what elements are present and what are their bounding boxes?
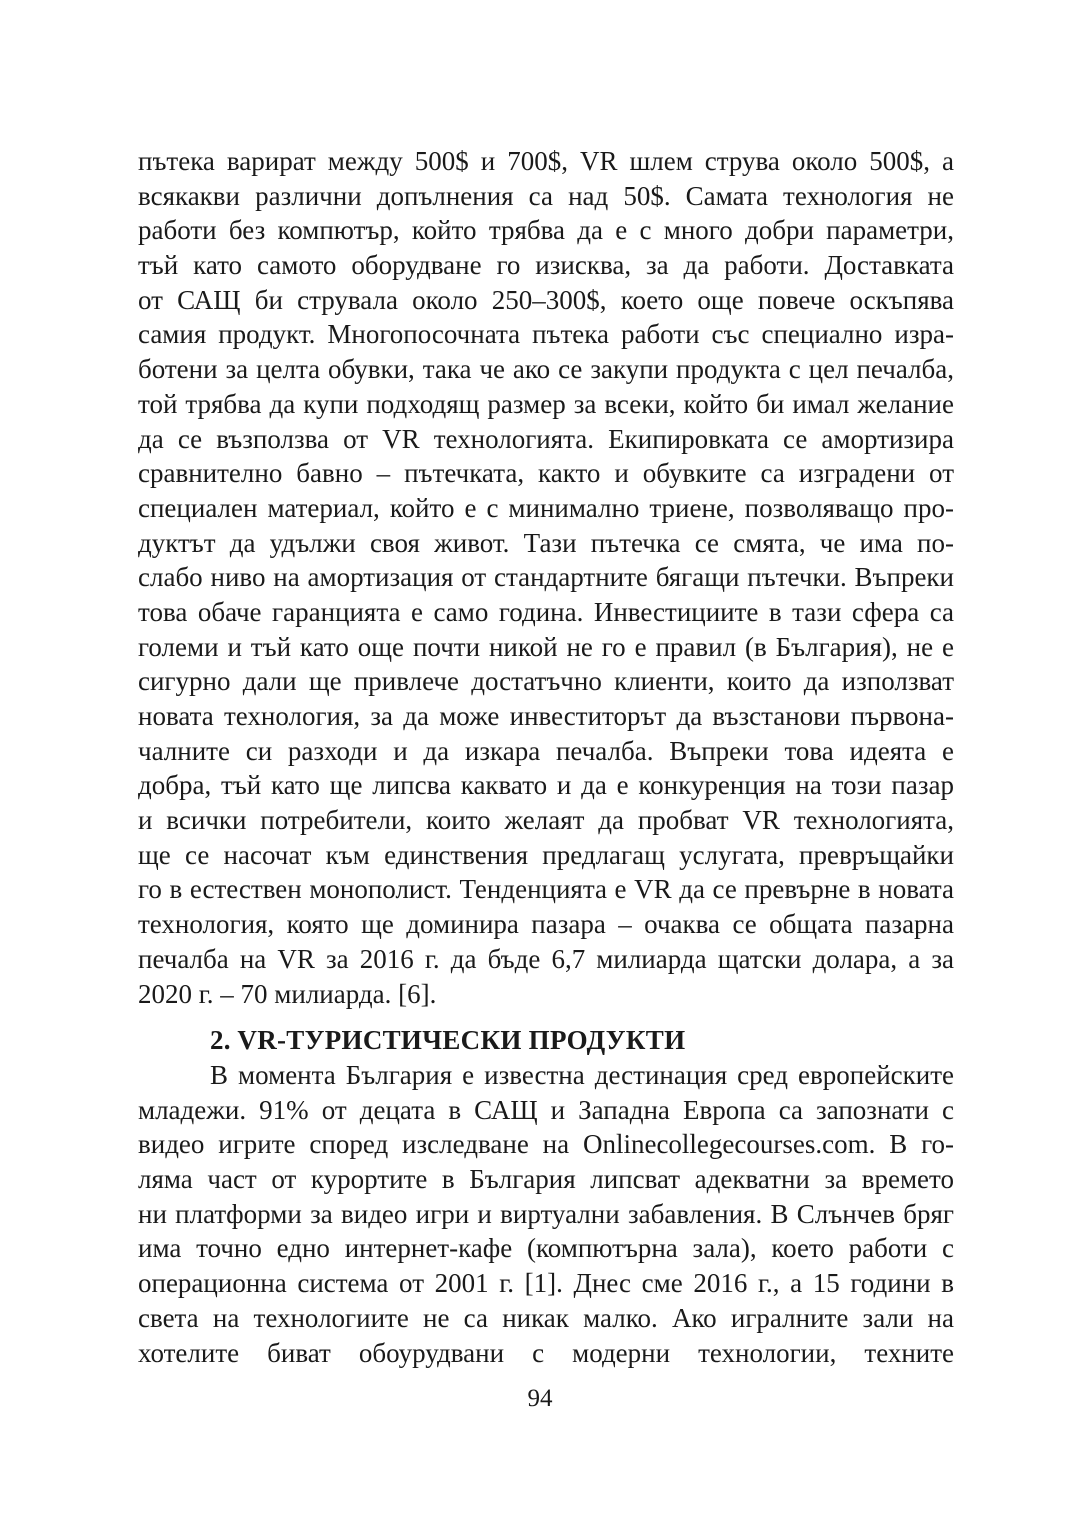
text-line: специален материал, който е с минимално триене, позволяващо про-	[138, 492, 954, 523]
text-line: работи без компютър, който трябва да е с много добри параметри,	[138, 215, 954, 246]
text-line: пътека варират между 500$ и 700$, VR шлем струва около 500$, а	[138, 146, 954, 176]
text-line: той трябва да купи подходящ размер за всеки, който би имал желание	[138, 388, 954, 419]
text-line: света на технологиите не са никак малко. Ако игралните зали на	[138, 1302, 954, 1333]
text-line: самия продукт. Многопосочната пътека работи със специално изра-	[138, 319, 954, 350]
text-line: големи и тъй като още почти никой не го е правил (в България), не е	[138, 631, 954, 662]
body-paragraph-2	[138, 1058, 954, 1370]
text-line: операционна система от 2001 г. [1]. Днес сме 2016 г., а 15 години в	[138, 1268, 954, 1299]
text-line: чалните си разходи и да изкара печалба. Въпреки това идеята е	[138, 735, 954, 766]
text-line: го в естествен монополист. Тенденцията е VR да се превърне в новата	[138, 874, 954, 905]
text-line: сравнително бавно – пътечката, както и обувките са изградени от	[138, 458, 954, 489]
text-line: В момента България е известна дестинация сред европейските	[210, 1060, 954, 1090]
page-number: 94	[527, 1385, 553, 1412]
text-line: слабо ниво на амортизация от стандартните бягащи пътечки. Въпреки	[138, 562, 954, 593]
text-line: има точно едно интернет-кафе (компютърна зала), което работи с	[138, 1233, 954, 1264]
text-line: дуктът да удължи своя живот. Тази пътечка се смята, че има по-	[138, 527, 954, 558]
text-line: печалба на VR за 2016 г. да бъде 6,7 милиарда щатски долара, а за	[138, 943, 954, 974]
text-line: всякакви различни допълнения са над 50$. Самата технология не	[138, 180, 954, 211]
text-line: новата технология, за да може инвеститорът да възстанови първона-	[138, 701, 954, 731]
text-line: младежи. 91% от децата в САЩ и Западна Европа са запознати с	[138, 1094, 954, 1125]
text-line: тъй като самото оборудване го изисква, за да работи. Доставката	[138, 250, 954, 281]
text-line: 2020 г. – 70 милиарда. [6].	[138, 978, 437, 1009]
section-heading: 2. VR-ТУРИСТИЧЕСКИ ПРОДУКТИ	[210, 1025, 686, 1055]
text-line: ще се насочат към единствения предлагащ услугата, превръщайки	[138, 839, 954, 870]
text-line: да се възползва от VR технологията. Екипировката се амортизира	[138, 423, 954, 454]
text-line: това обаче гаранцията е само година. Инвестициите в тази сфера са	[138, 596, 954, 627]
text-line: видео игрите според изследване на Onlinecollegecourses.com. В го-	[138, 1129, 954, 1160]
body-paragraph-1	[138, 144, 954, 1011]
text-line: технология, която ще доминира пазара – очаква се общата пазарна	[138, 909, 954, 940]
text-line: ни платформи за видео игри и виртуални забавления. В Слънчев бряг	[138, 1198, 954, 1229]
text-line: от САЩ би струвала около 250–300$, което още повече оскъпява	[138, 284, 954, 315]
text-line: добра, тъй като ще липсва каквато и да е конкуренция на този пазар	[138, 770, 954, 801]
text-line: ляма част от курортите в България липсват адекватни за времето	[138, 1164, 954, 1195]
text-line: хотелите биват обоурудвани с модерни технологии, техните	[138, 1337, 954, 1368]
text-line: ботени за целта обувки, така че ако се закупи продукта с цел печалба,	[138, 354, 954, 385]
text-line: сигурно дали ще привлече достатъчно клиенти, които да използват	[138, 666, 954, 697]
text-line: и всички потребители, които желаят да пробват VR технологията,	[138, 805, 954, 836]
